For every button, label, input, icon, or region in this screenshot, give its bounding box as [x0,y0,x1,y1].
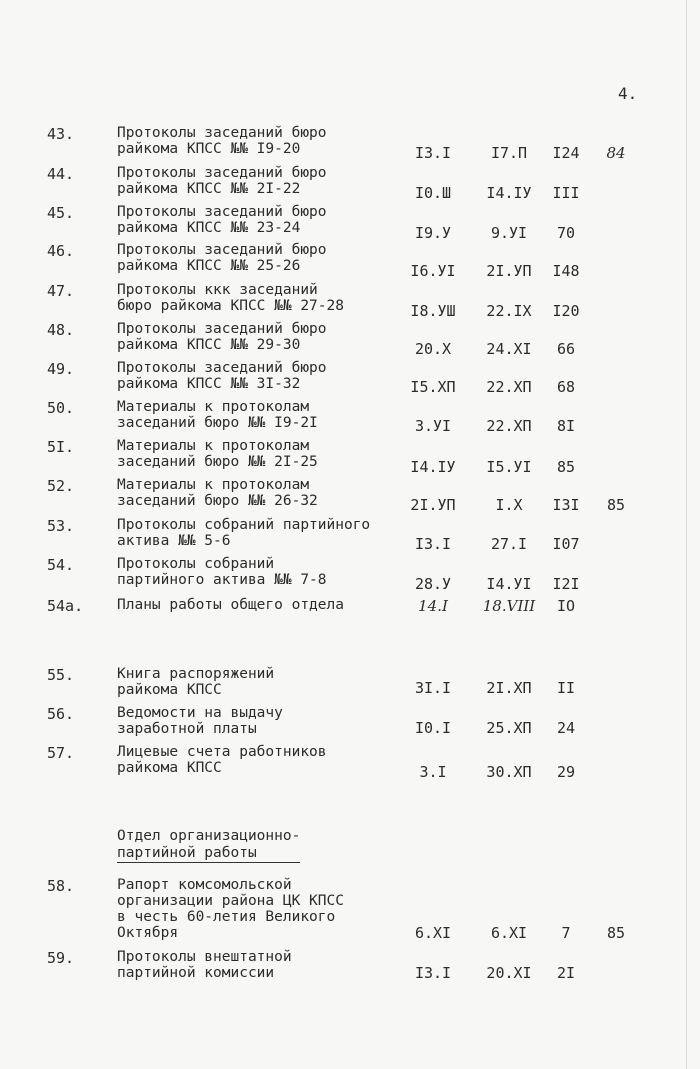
end-date: 27.I [490,535,528,553]
row-title-line: партийной комиссии [117,965,275,981]
table-row [0,705,700,741]
end-date: I4.УI [486,575,532,593]
row-title-line: Протоколы заседаний бюро [117,321,327,337]
sheet-count: 8I [556,417,576,435]
row-number: 50. [47,399,75,417]
table-row [0,360,700,396]
page-number: 4. [618,84,638,103]
section-heading [117,828,300,863]
sheet-count: 7 [561,924,571,942]
section-heading-line1: Отдел организационно- [117,828,301,844]
sheet-count: IO [556,597,576,615]
row-title [117,165,402,197]
start-date: I0.I [414,719,452,737]
row-title [117,556,402,588]
row-title-line: Планы работы общего отдела [117,597,344,613]
row-number: 48. [47,321,75,339]
row-title-line: райкома КПСС [117,760,222,776]
row-title-line: заседаний бюро №№ 2I-25 [117,454,318,470]
sheet-count: 70 [556,224,576,242]
sheet-count: 68 [556,378,576,396]
row-title-line: Октября [117,925,179,941]
row-title-line: в честь 60-летия Великого [117,909,336,925]
start-date: 28.У [414,575,452,593]
start-date: 6.XI [414,924,452,942]
row-number: 46. [47,242,75,260]
start-date: 2I.УП [410,496,456,514]
row-number: 59. [47,949,75,967]
row-title-line: райкома КПСС №№ 3I-32 [117,376,301,392]
row-title-line: Ведомости на выдачу [117,705,283,721]
start-date: 3.I [419,763,447,781]
end-date: 22.IX [486,302,532,320]
row-number: 54. [47,556,75,574]
row-title [117,744,402,776]
end-date: 6.XI [490,924,528,942]
row-title [117,877,402,941]
table-row [0,556,700,592]
row-title-line: Материалы к протоколам [117,438,310,454]
table-row [0,666,700,702]
row-title-line: райкома КПСС [117,682,222,698]
row-title [117,282,402,314]
start-date: 3.УI [414,417,452,435]
table-row [0,877,700,942]
sheet-count: I24 [552,144,580,162]
row-number: 56. [47,705,75,723]
table-row [0,125,700,161]
sheet-count: 66 [556,340,576,358]
row-title-line: райкома КПСС №№ 2I-22 [117,181,301,197]
row-number: 53. [47,517,75,535]
row-title [117,477,402,509]
start-date: I3.I [414,535,452,553]
row-number: 5I. [47,438,75,456]
end-date: 20.XI [486,964,532,982]
row-title [117,517,402,549]
sheet-count: I3I [552,496,580,514]
start-date: I3.I [414,144,452,162]
row-title-line: бюро райкома КПСС №№ 27-28 [117,298,344,314]
row-number: 45. [47,204,75,222]
row-number: 49. [47,360,75,378]
row-title [117,360,402,392]
row-title-line: заседаний бюро №№ I9-2I [117,415,318,431]
table-row [0,204,700,240]
row-title-line: Протоколы заседаний бюро [117,125,327,141]
row-title-line: организации района ЦК КПСС [117,893,344,909]
row-number: 44. [47,165,75,183]
row-number: 54а. [47,597,84,615]
row-title-line: райкома КПСС №№ 25-26 [117,258,301,274]
end-date: I.X [495,496,523,514]
extra-mark: 84 [606,144,626,162]
row-title-line: заработной платы [117,721,257,737]
sheet-count: 85 [556,458,576,476]
table-row [0,282,700,318]
sheet-count: 24 [556,719,576,737]
start-date: I6.УI [410,262,456,280]
row-title [117,399,402,431]
end-date: I5.УI [486,458,532,476]
table-row [0,597,700,633]
start-date: I9.У [414,224,452,242]
end-date: 22.XП [486,378,532,396]
table-row [0,165,700,201]
row-title-line: Протоколы внештатной [117,949,292,965]
row-title-line: Протоколы собраний [117,556,275,572]
row-title [117,666,402,698]
end-date: 22.XП [486,417,532,435]
row-number: 58. [47,877,75,895]
table-row [0,242,700,278]
end-date: I7.П [490,144,528,162]
row-title-line: райкома КПСС №№ I9-20 [117,141,301,157]
table-row [0,517,700,553]
row-number: 47. [47,282,75,300]
end-date: 2I.XП [486,679,532,697]
row-title-line: Протоколы ккк заседаний [117,282,318,298]
sheet-count: II [556,679,576,697]
row-title [117,705,402,737]
start-date: 20.X [414,340,452,358]
start-date: I0.Ш [414,184,452,202]
sheet-count: 29 [556,763,576,781]
row-number: 57. [47,744,75,762]
row-title-line: Книга распоряжений [117,666,275,682]
row-number: 52. [47,477,75,495]
start-date: 3I.I [414,679,452,697]
table-row [0,949,700,985]
row-number: 43. [47,125,75,143]
table-row [0,321,700,357]
row-title-line: Рапорт комсомольской [117,877,292,893]
row-title [117,321,402,353]
row-title-line: Протоколы заседаний бюро [117,242,327,258]
row-title-line: Лицевые счета работников [117,744,327,760]
row-title-line: Протоколы заседаний бюро [117,360,327,376]
table-row [0,399,700,435]
row-title-line: партийного актива №№ 7-8 [117,572,327,588]
start-date: I8.УШ [410,302,456,320]
row-title [117,242,402,274]
row-title-line: заседаний бюро №№ 26-32 [117,493,318,509]
row-title-line: Материалы к протоколам [117,477,310,493]
row-number: 55. [47,666,75,684]
row-title-line: Протоколы заседаний бюро [117,204,327,220]
sheet-count: I07 [552,535,580,553]
end-date: 9.УI [490,224,528,242]
end-date: 18.VIII [482,597,536,615]
end-date: 25.XП [486,719,532,737]
sheet-count: 2I [556,964,576,982]
start-date: I4.IУ [410,458,456,476]
sheet-count: I2I [552,575,580,593]
sheet-count: I48 [552,262,580,280]
start-date: I5.XП [410,378,456,396]
end-date: I4.IУ [486,184,532,202]
row-title-line: актива №№ 5-6 [117,533,231,549]
sheet-count: III [552,184,580,202]
start-date: 14.I [418,597,448,615]
row-title [117,597,402,613]
row-title-line: Материалы к протоколам [117,399,310,415]
end-date: 30.XП [486,763,532,781]
start-date: I3.I [414,964,452,982]
table-row [0,438,700,474]
sheet-count: I20 [552,302,580,320]
row-title-line: Протоколы заседаний бюро [117,165,327,181]
section-heading-line2: партийной работы [117,845,300,863]
end-date: 24.XI [486,340,532,358]
row-title-line: райкома КПСС №№ 29-30 [117,337,301,353]
row-title [117,438,402,470]
extra-mark: 85 [606,496,626,514]
extra-mark: 85 [606,924,626,942]
table-row [0,477,700,513]
row-title-line: Протоколы собраний партийного [117,517,371,533]
row-title [117,204,402,236]
end-date: 2I.УП [486,262,532,280]
row-title-line: райкома КПСС №№ 23-24 [117,220,301,236]
table-row [0,744,700,780]
row-title [117,949,402,981]
row-title [117,125,402,157]
